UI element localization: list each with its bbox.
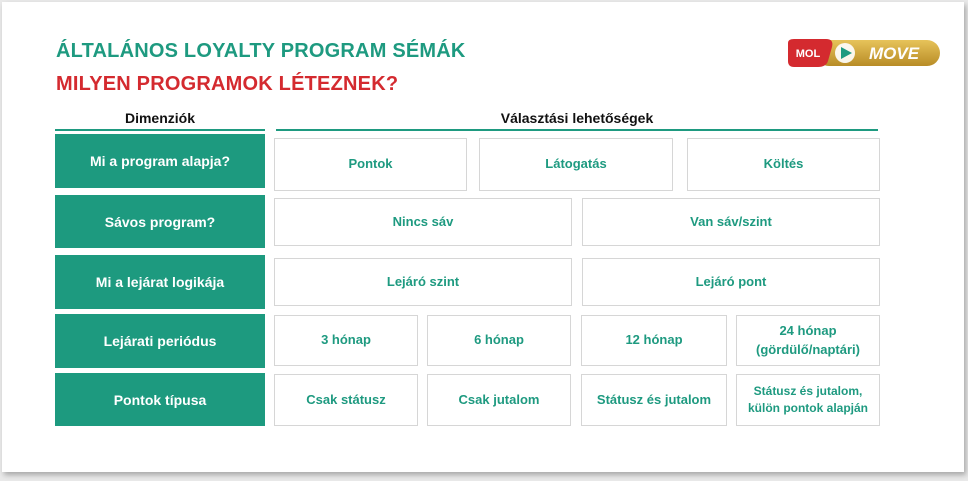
option-3-honap: 3 hónap <box>274 315 418 366</box>
options-header: Választási lehetőségek <box>500 110 654 126</box>
option-statusz-es-jutalom: Státusz és jutalom <box>581 374 727 426</box>
option-statusz-es-jutalom-kulon: Státusz és jutalom, külön pontok alapján <box>736 374 880 426</box>
mol-logo-text: MOL <box>795 48 821 60</box>
option-nincs-sav: Nincs sáv <box>274 198 572 246</box>
option-latogatas: Látogatás <box>479 138 673 191</box>
option-csak-statusz: Csak státusz <box>274 374 418 426</box>
option-6-honap: 6 hónap <box>427 315 571 366</box>
option-24-honap: 24 hónap (gördülő/naptári) <box>736 315 880 366</box>
option-koltes: Költés <box>687 138 880 191</box>
dimension-tiered-program: Sávos program? <box>55 195 265 248</box>
dimension-program-basis: Mi a program alapja? <box>55 134 265 188</box>
page-subtitle: MILYEN PROGRAMOK LÉTEZNEK? <box>56 73 399 95</box>
dimensions-header-underline <box>55 129 265 131</box>
option-van-sav: Van sáv/szint <box>582 198 880 246</box>
dimension-points-type: Pontok típusa <box>55 373 265 426</box>
move-logo-text: MOVE <box>868 44 920 63</box>
dimension-expiry-logic: Mi a lejárat logikája <box>55 255 265 309</box>
dimension-expiry-period: Lejárati periódus <box>55 314 265 368</box>
option-12-honap: 12 hónap <box>581 315 727 366</box>
option-pontok: Pontok <box>274 138 467 191</box>
dimensions-header: Dimenziók <box>124 110 195 126</box>
option-lejaro-pont: Lejáró pont <box>582 258 880 306</box>
option-lejaro-szint: Lejáró szint <box>274 258 572 306</box>
mol-move-logo <box>786 37 942 69</box>
page-title: ÁLTALÁNOS LOYALTY PROGRAM SÉMÁK <box>56 40 466 62</box>
option-csak-jutalom: Csak jutalom <box>427 374 571 426</box>
options-header-underline <box>276 129 878 131</box>
